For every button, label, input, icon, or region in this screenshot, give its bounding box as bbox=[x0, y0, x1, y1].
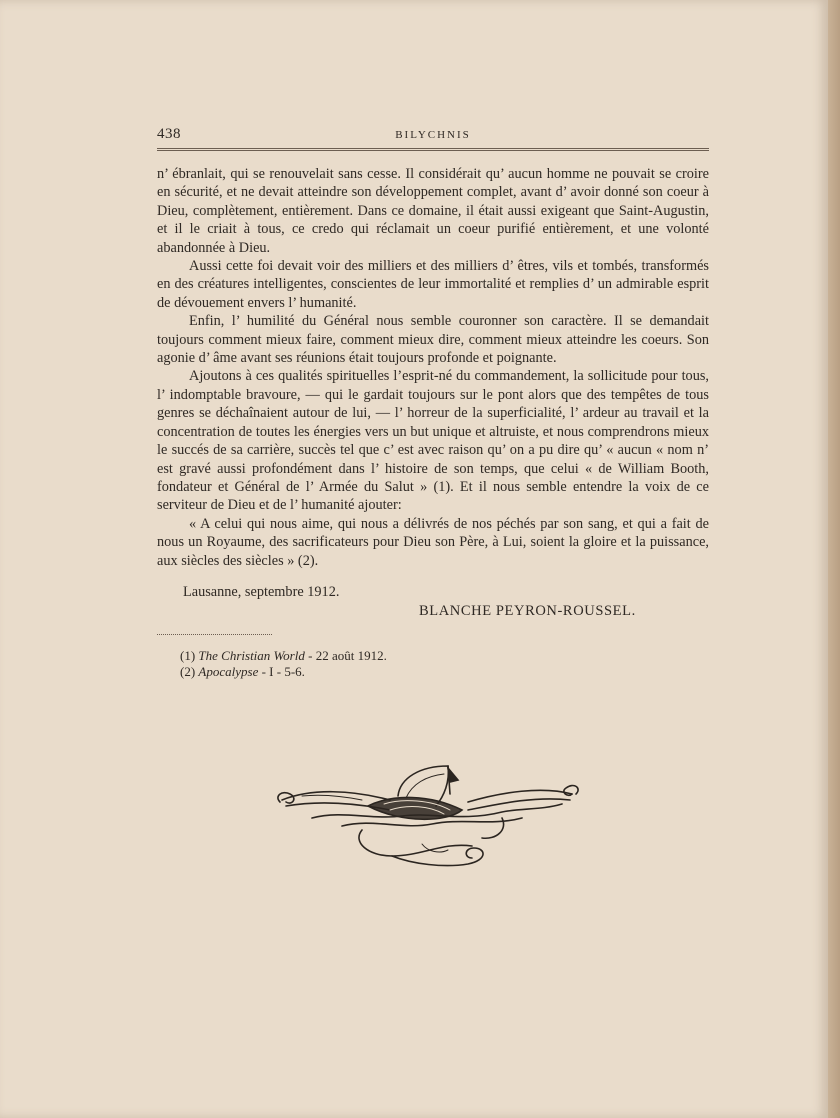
page-edge bbox=[828, 0, 840, 1118]
place-date: Lausanne, septembre 1912. bbox=[183, 584, 340, 600]
footnote-title: The Christian World bbox=[198, 648, 305, 663]
footnote-detail: - 22 août 1912. bbox=[304, 648, 387, 663]
paragraph-1: n’ ébranlait, qui se renouvelait sans cesse. Il considérait qu’ aucun homme ne pouvait se croire en sécurité, et ne devait atteindre son développement complet, avant d’ avoir donné son coeur à Dieu, complètement, entièrement. Dans ce domaine, il était aussi exigeant que Saint-Augustin, et il le criait à tous, ce credo qui réclamait un coeur purifié entièrement, et une volonté abandonnée à Dieu. bbox=[157, 166, 709, 256]
ship-ornament-icon bbox=[272, 760, 584, 875]
paragraph-5: « A celui qui nous aime, qui nous a délivrés de nos péchés par son sang, et qui a fait de nous un Royaume, des sacrificateurs pour Dieu son Père, à Lui, soient la gloire et la puissance, aux siècles des siècles » (2). bbox=[157, 515, 709, 569]
footnote-2 bbox=[180, 664, 387, 680]
paragraph-2: Aussi cette foi devait voir des milliers et des milliers d’ êtres, vils et tombés, transformés en des créatures intelligentes, conscientes de leur immortalité et remplies d’ un admirable esprit de dévouement envers l’ humanité. bbox=[157, 258, 709, 311]
footnote-marker: (1) bbox=[180, 648, 196, 663]
footnotes bbox=[180, 648, 387, 680]
page-number: 438 bbox=[157, 126, 181, 142]
footnote-title: Apocalypse bbox=[198, 664, 259, 679]
author-signature: BLANCHE PEYRON-ROUSSEL. bbox=[419, 603, 636, 619]
running-title: BILYCHNIS bbox=[395, 129, 471, 141]
header-rule bbox=[157, 148, 709, 151]
footnote-1 bbox=[180, 648, 387, 664]
article-body bbox=[157, 165, 709, 570]
page-header bbox=[157, 126, 709, 150]
footnote-detail: - I - 5-6. bbox=[258, 664, 305, 679]
footnote-rule bbox=[157, 634, 272, 635]
paragraph-3: Enfin, l’ humilité du Général nous semble couronner son caractère. Il se demandait toujours comment mieux faire, comment mieux dire, comment mieux atteindre les coeurs. Son agonie d’ âme avant ses réunions était toujours profonde et poignante. bbox=[157, 313, 709, 367]
paragraph-4: Ajoutons à ces qualités spirituelles l’esprit-né du commandement, la sollicitude pour tous, l’ indomptable bravoure, — qui le gardait toujours sur le pont alors que des tempêtes de tous genres se déchaînaient autour de lui, — l’ horreur de la superficialité, l’ ardeur au travail et la concentration de toutes les énergies vers un but unique et altruiste, et nous comprendrons mieux le succés de sa carrière, succès tel que c’ est avec raison qu’ on a pu dire qu’ « aucun « nom n’ est gravé aussi profondément dans l’ histoire de son temps, que celui « de William Booth, fondateur et Général de l’ Armée du Salut » (1). Et il nous semble entendre la voix de ce serviteur de Dieu et de l’ humanité ajouter: bbox=[157, 368, 709, 514]
footnote-marker: (2) bbox=[180, 664, 196, 679]
